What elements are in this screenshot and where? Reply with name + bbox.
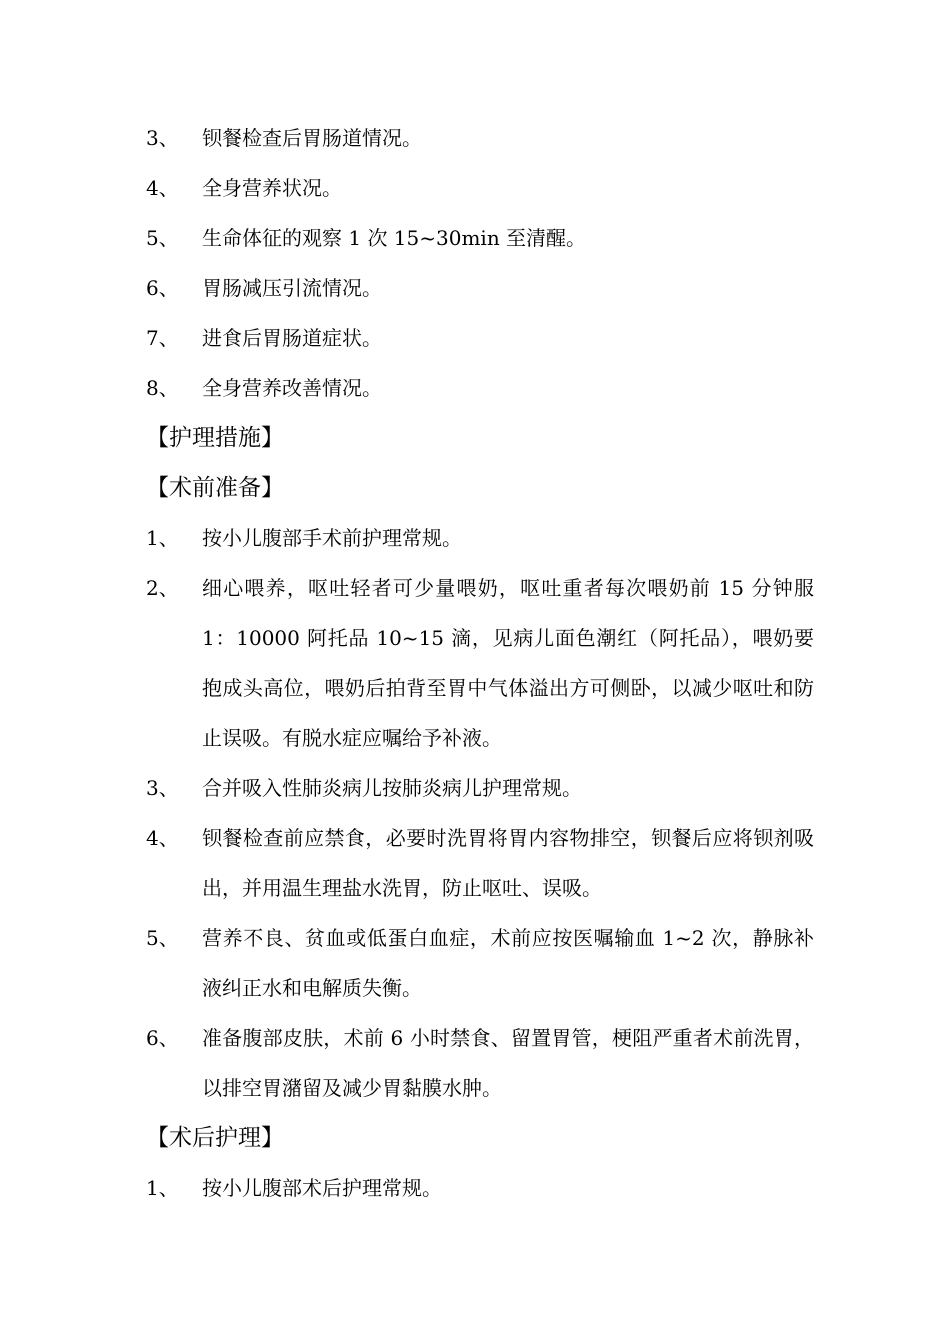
list-text: 钡餐检查前应禁食，必要时洗胃将胃内容物排空，钡餐后应将钡剂吸出，并用温生理盐水洗胃，防止呕吐、误吸。: [202, 826, 814, 900]
list-number: 6、: [146, 276, 179, 300]
list-item: [0, 163, 950, 213]
section-heading-preop: 【术前准备】: [146, 475, 284, 501]
list-item: [0, 263, 950, 313]
list-text: 钡餐检查后胃肠道情况。: [202, 126, 422, 150]
list-item: [0, 763, 950, 813]
list-number: 5、: [146, 226, 179, 250]
list-number: 3、: [146, 126, 179, 150]
list-text: 营养不良、贫血或低蛋白血症，术前应按医嘱输血 1~2 次，静脉补液纠正水和电解质失衡。: [202, 926, 814, 1000]
list-item: [0, 1163, 950, 1213]
list-number: 2、: [146, 576, 179, 600]
list-number: 8、: [146, 376, 179, 400]
list-text: 按小儿腹部手术前护理常规。: [202, 526, 462, 550]
list-item: [0, 563, 950, 763]
document-content: [0, 113, 950, 1213]
list-number: 5、: [146, 926, 179, 950]
list-text: 胃肠减压引流情况。: [202, 276, 382, 300]
list-item: [0, 1013, 950, 1113]
list-item: [0, 213, 950, 263]
list-item: [0, 113, 950, 163]
list-text: 准备腹部皮肤，术前 6 小时禁食、留置胃管，梗阻严重者术前洗胃，以排空胃潴留及减少胃黏膜水肿。: [202, 1026, 814, 1100]
list-text: 按小儿腹部术后护理常规。: [202, 1176, 442, 1200]
section-heading-nursing-measures: 【护理措施】: [146, 425, 284, 451]
list-number: 6、: [146, 1026, 179, 1050]
list-text: 生命体征的观察 1 次 15~30min 至清醒。: [202, 226, 587, 250]
list-number: 7、: [146, 326, 179, 350]
list-item: [0, 813, 950, 913]
list-text: 细心喂养，呕吐轻者可少量喂奶，呕吐重者每次喂奶前 15 分钟服 1：10000 阿托品 10~15 滴，见病儿面色潮红（阿托品），喂奶要抱成头高位，喂奶后拍背至胃中气体溢出方可侧卧，以减少呕吐和防止误吸。有脱水症应嘱给予补液。: [202, 576, 814, 750]
list-item: [0, 363, 950, 413]
list-item: [0, 913, 950, 1013]
list-number: 4、: [146, 176, 179, 200]
list-number: 4、: [146, 826, 179, 850]
list-item: [0, 313, 950, 363]
list-text: 进食后胃肠道症状。: [202, 326, 382, 350]
list-item: [0, 513, 950, 563]
list-number: 3、: [146, 776, 179, 800]
list-number: 1、: [146, 1176, 179, 1200]
list-text: 合并吸入性肺炎病儿按肺炎病儿护理常规。: [202, 776, 582, 800]
list-text: 全身营养改善情况。: [202, 376, 382, 400]
list-text: 全身营养状况。: [202, 176, 342, 200]
section-heading-postop: 【术后护理】: [146, 1125, 284, 1151]
list-number: 1、: [146, 526, 179, 550]
